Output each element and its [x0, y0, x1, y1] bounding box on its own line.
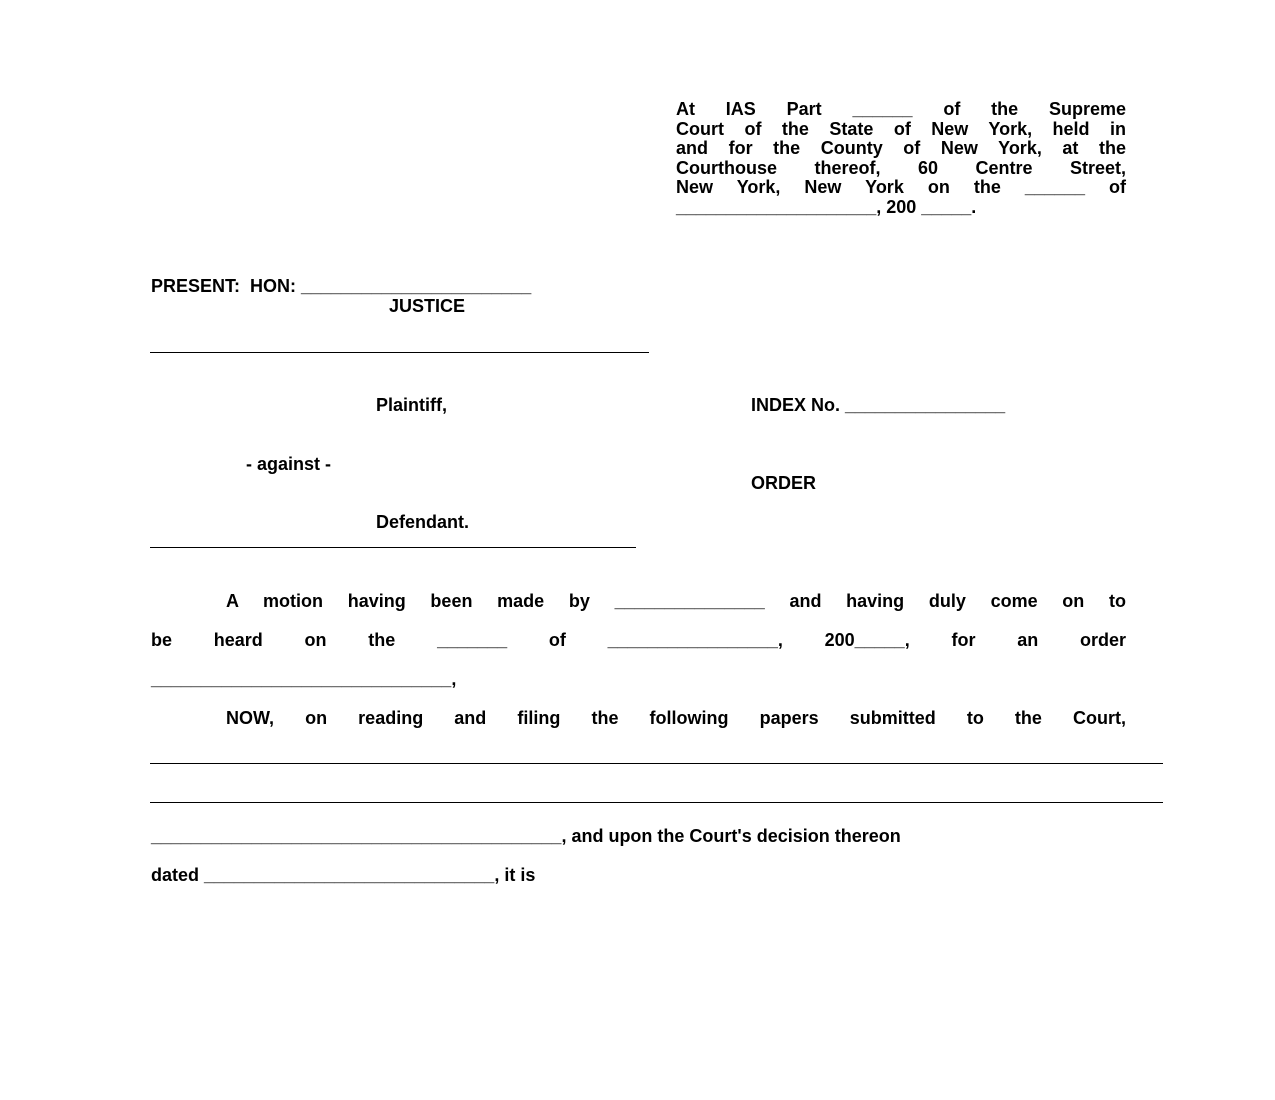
against-label: - against -	[246, 454, 332, 474]
reading-papers-line: NOW, on reading and filing the following papers submitted to the Court,	[226, 708, 1126, 728]
motion-line-3: ______________________________,	[151, 669, 457, 689]
caption-line-2: Court of the State of New York, held in	[676, 118, 1126, 139]
caption-line-5: New York, New York on the ______ of	[676, 177, 1126, 197]
dated-line: dated _____________________________, it is	[151, 865, 536, 885]
caption-line-4: Courthouse thereof, 60 Centre Street,	[676, 157, 1126, 178]
party-box-top-rule	[150, 352, 649, 353]
papers-blank-line-2	[150, 802, 1163, 803]
caption-line-3: and for the County of New York, at the	[676, 138, 1126, 158]
party-box-bottom-rule	[150, 547, 636, 548]
motion-line-2: be heard on the _______ of _________________, 200_____, for an order	[151, 630, 1126, 650]
caption-line-6: ____________________, 200 _____.	[676, 196, 977, 217]
court-decision-line: _________________________________________, and upon the Court's decision thereon	[151, 826, 901, 846]
defendant-label: Defendant.	[376, 512, 470, 532]
justice-label: JUSTICE	[389, 296, 466, 316]
plaintiff-label: Plaintiff,	[376, 395, 447, 415]
papers-blank-line-1	[150, 763, 1163, 764]
order-title: ORDER	[751, 473, 817, 493]
motion-line-1: A motion having been made by _______________ and having duly come on to	[226, 591, 1126, 611]
present-hon-line: PRESENT: HON: _______________________	[151, 276, 532, 296]
court-caption	[676, 100, 1126, 217]
caption-line-1: At IAS Part ______ of the Supreme	[676, 99, 1126, 119]
index-number-line: INDEX No. ________________	[751, 395, 1006, 415]
